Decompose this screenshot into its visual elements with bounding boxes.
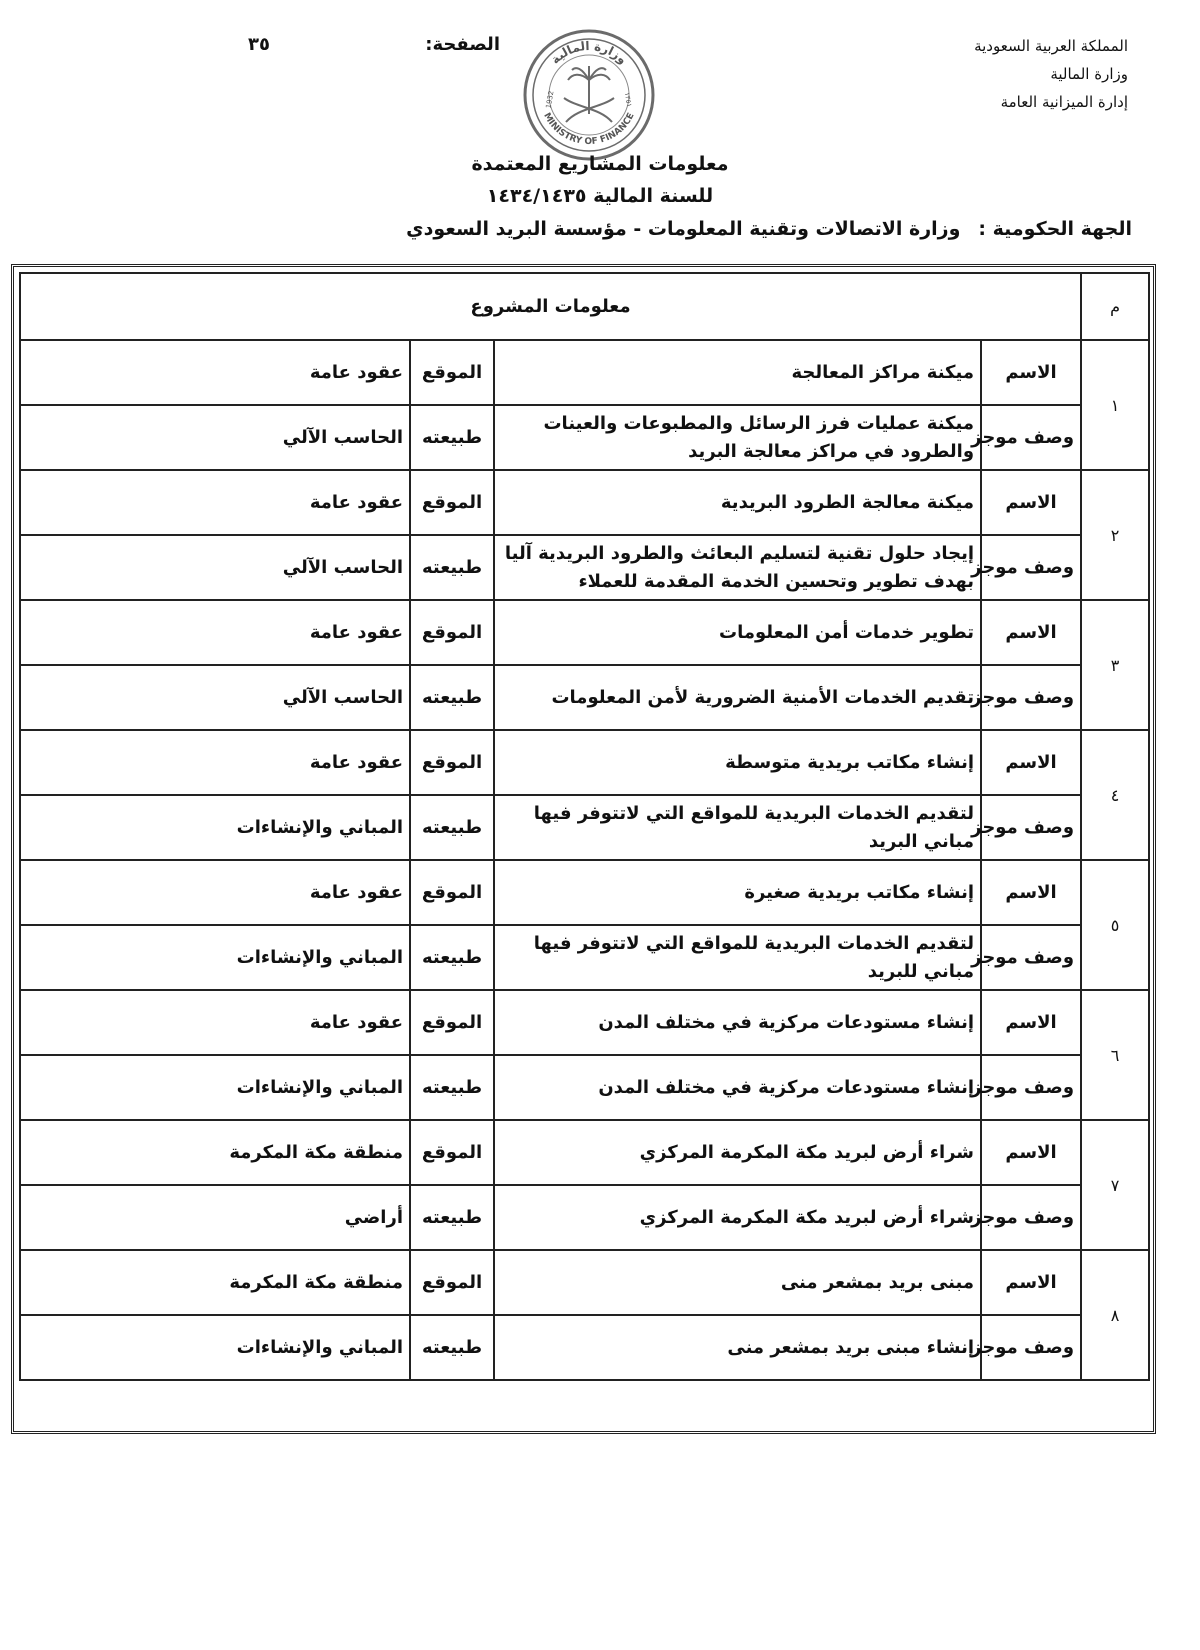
desc-label: وصف موجز [981,1315,1081,1380]
project-location: عقود عامة [20,990,410,1055]
table-row [20,730,1149,795]
projects-table-frame [11,264,1156,1434]
table-row [20,1055,1149,1120]
government-agency-line [406,218,1132,240]
project-name: إنشاء مستودعات مركزية في مختلف المدن [494,990,981,1055]
ministry-seal-logo [522,28,656,162]
row-number: ٥ [1081,860,1149,990]
seal-arabic-text: وزارة المالية [548,38,630,67]
project-description: شراء أرض لبريد مكة المكرمة المركزي [494,1185,981,1250]
table-header-row [20,273,1149,340]
page-number: ٣٥ [248,34,270,55]
title-line-2: للسنة المالية ١٤٣٤/١٤٣٥ [486,185,714,207]
desc-label: وصف موجز [981,665,1081,730]
project-name: شراء أرض لبريد مكة المكرمة المركزي [494,1120,981,1185]
table-row [20,665,1149,730]
nature-label: طبيعته [410,535,494,600]
desc-label: وصف موجز [981,795,1081,860]
project-location: منطقة مكة المكرمة [20,1250,410,1315]
location-label: الموقع [410,470,494,535]
desc-label: وصف موجز [981,535,1081,600]
project-location: عقود عامة [20,600,410,665]
row-number: ٣ [1081,600,1149,730]
project-description: ميكنة عمليات فرز الرسائل والمطبوعات والعينات والطرود في مراكز معالجة البريد [494,405,981,470]
seal-year-left: 1932 [544,90,556,110]
row-number: ٧ [1081,1120,1149,1250]
project-nature: أراضي [20,1185,410,1250]
name-label: الاسم [981,730,1081,795]
document-title [340,148,860,212]
table-row [20,535,1149,600]
row-number: ٨ [1081,1250,1149,1380]
project-name: مبنى بريد بمشعر منى [494,1250,981,1315]
nature-label: طبيعته [410,795,494,860]
nature-label: طبيعته [410,665,494,730]
name-label: الاسم [981,860,1081,925]
location-label: الموقع [410,600,494,665]
seal-year-right: ١٣٥١ [622,91,634,108]
header-num-cell: م [1081,273,1149,340]
project-description: إيجاد حلول تقنية لتسليم البعائث والطرود البريدية آليا بهدف تطوير وتحسين الخدمة المقدمة للعملاء [494,535,981,600]
table-row [20,990,1149,1055]
desc-label: وصف موجز [981,405,1081,470]
row-number: ٦ [1081,990,1149,1120]
project-description: لتقديم الخدمات البريدية للمواقع التي لاتتوفر فيها مباني البريد [494,795,981,860]
name-label: الاسم [981,600,1081,665]
project-name: تطوير خدمات أمن المعلومات [494,600,981,665]
name-label: الاسم [981,340,1081,405]
project-nature: الحاسب الآلي [20,535,410,600]
project-location: منطقة مكة المكرمة [20,1120,410,1185]
table-row [20,340,1149,405]
location-label: الموقع [410,1120,494,1185]
nature-label: طبيعته [410,1185,494,1250]
project-description: إنشاء مبنى بريد بمشعر منى [494,1315,981,1380]
project-nature: المباني والإنشاءات [20,925,410,990]
desc-label: وصف موجز [981,925,1081,990]
project-name: ميكنة مراكز المعالجة [494,340,981,405]
table-row [20,470,1149,535]
seal-english-text: MINISTRY OF FINANCE [541,111,637,148]
ministry-name: وزارة المالية [1050,65,1128,83]
page-label: الصفحة: [425,34,500,55]
name-label: الاسم [981,470,1081,535]
project-description: تقديم الخدمات الأمنية الضرورية لأمن المعلومات [494,665,981,730]
table-row [20,1185,1149,1250]
location-label: الموقع [410,860,494,925]
location-label: الموقع [410,990,494,1055]
project-description: إنشاء مستودعات مركزية في مختلف المدن [494,1055,981,1120]
table-row [20,1315,1149,1380]
projects-table [19,272,1150,1381]
project-location: عقود عامة [20,860,410,925]
project-location: عقود عامة [20,340,410,405]
project-location: عقود عامة [20,730,410,795]
table-row [20,925,1149,990]
name-label: الاسم [981,1120,1081,1185]
project-name: ميكنة معالجة الطرود البريدية [494,470,981,535]
header-info-cell: معلومات المشروع [20,273,1081,340]
row-number: ١ [1081,340,1149,470]
table-row [20,860,1149,925]
project-nature: الحاسب الآلي [20,665,410,730]
project-name: إنشاء مكاتب بريدية متوسطة [494,730,981,795]
nature-label: طبيعته [410,1055,494,1120]
svg-text:وزارة المالية [548,39,630,67]
project-description: لتقديم الخدمات البريدية للمواقع التي لاتتوفر فيها مباني للبريد [494,925,981,990]
name-label: الاسم [981,1250,1081,1315]
table-row [20,1120,1149,1185]
department-name: إدارة الميزانية العامة [1000,93,1128,111]
location-label: الموقع [410,1250,494,1315]
project-nature: المباني والإنشاءات [20,1315,410,1380]
project-nature: المباني والإنشاءات [20,1055,410,1120]
agency-label: الجهة الحكومية : [978,218,1132,240]
kingdom-name: المملكة العربية السعودية [974,37,1128,55]
project-nature: الحاسب الآلي [20,405,410,470]
row-number: ٢ [1081,470,1149,600]
table-row [20,1250,1149,1315]
table-row [20,600,1149,665]
nature-label: طبيعته [410,925,494,990]
location-label: الموقع [410,730,494,795]
agency-value: وزارة الاتصالات وتقنية المعلومات - مؤسسة البريد السعودي [406,218,961,240]
palm-swords-emblem [564,66,614,122]
project-location: عقود عامة [20,470,410,535]
nature-label: طبيعته [410,405,494,470]
row-number: ٤ [1081,730,1149,860]
header-org-block [974,32,1128,116]
title-line-1: معلومات المشاريع المعتمدة [471,153,729,175]
project-name: إنشاء مكاتب بريدية صغيرة [494,860,981,925]
desc-label: وصف موجز [981,1185,1081,1250]
table-row [20,795,1149,860]
nature-label: طبيعته [410,1315,494,1380]
name-label: الاسم [981,990,1081,1055]
table-row [20,405,1149,470]
desc-label: وصف موجز [981,1055,1081,1120]
location-label: الموقع [410,340,494,405]
project-nature: المباني والإنشاءات [20,795,410,860]
